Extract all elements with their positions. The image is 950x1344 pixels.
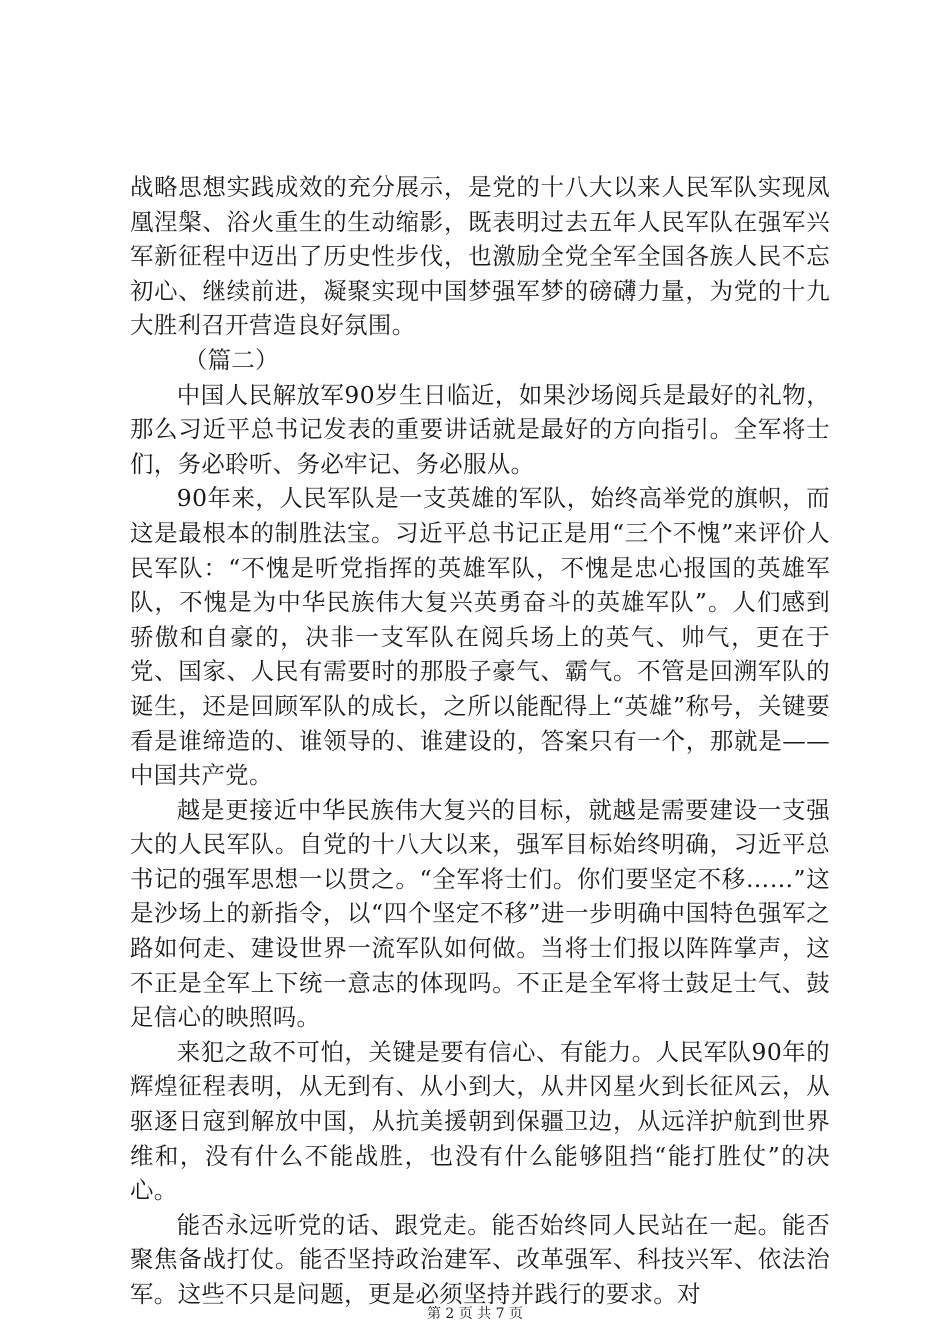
paragraph: 来犯之敌不可怕，关键是要有信心、有能力。人民军队90年的辉煌征程表明，从无到有、从小到大，从井冈星火到长征风云，从驱逐日寇到解放中国，从抗美援朝到保疆卫边，从远洋护航到世界维和，没有什么不能战胜，也没有什么能够阻挡“能打胜仗”的决心。 — [130, 1037, 830, 1205]
paragraph: 90年来，人民军队是一支英雄的军队，始终高举党的旗帜，而这是最根本的制胜法宝。习近平总书记正是用“三个不愧”来评价人民军队：“不愧是听党指挥的英雄军队，不愧是忠心报国的英雄军队，不愧是为中华民族伟大复兴英勇奋斗的英雄军队”。人们感到骄傲和自豪的，决非一支军队在阅兵场上的英气、帅气，更在于党、国家、人民有需要时的那股子豪气、霸气。不管是回溯军队的诞生，还是回顾军队的成长，之所以能配得上“英雄”称号，关键要看是谁缔造的、谁领导的、谁建设的，答案只有一个，那就是——中国共产党。 — [130, 484, 830, 790]
paragraph-continued: 战略思想实践成效的充分展示，是党的十八大以来人民军队实现凤凰涅槃、浴火重生的生动缩影，既表明过去五年人民军队在强军兴军新征程中迈出了历史性步伐，也激励全党全军全国各族人民不忘初心、继续前进，凝聚实现中国梦强军梦的磅礴力量，为党的十九大胜利召开营造良好氛围。 — [130, 173, 830, 340]
page-number-footer: 第 2 页 共 7 页 — [426, 1306, 524, 1322]
paragraph: 能否永远听党的话、跟党走。能否始终同人民站在一起。能否聚焦备战打仗。能否坚持政治建军、改革强军、科技兴军、依法治军。这些不只是问题，更是必须坚持并践行的要求。对 — [130, 1210, 830, 1308]
document-body — [130, 170, 830, 1312]
paragraph: 中国人民解放军90岁生日临近，如果沙场阅兵是最好的礼物，那么习近平总书记发表的重要讲话就是最好的方向指引。全军将士们，务必聆听、务必牢记、务必服从。 — [130, 380, 830, 478]
section-heading: （篇二） — [183, 345, 279, 374]
paragraph: 越是更接近中华民族伟大复兴的目标，就越是需要建设一支强大的人民军队。自党的十八大以来，强军目标始终明确，习近平总书记的强军思想一以贯之。“全军将士们。你们要坚定不移……”这是沙场上的新指令，以“四个坚定不移”进一步明确中国特色强军之路如何走、建设世界一流军队如何做。当将士们报以阵阵掌声，这不正是全军上下统一意志的体现吗。不正是全军将士鼓足士气、鼓足信心的映照吗。 — [130, 795, 830, 1032]
